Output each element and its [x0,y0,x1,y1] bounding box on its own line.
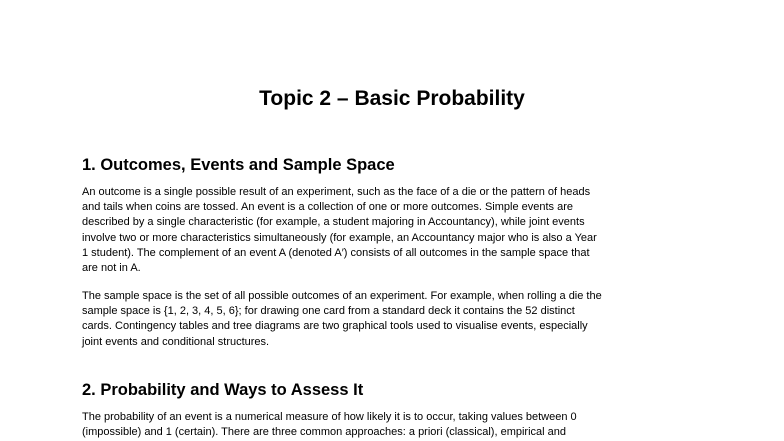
section-heading-outcomes: 1. Outcomes, Events and Sample Space [82,156,395,174]
paragraph-line: joint events and conditional structures. [82,335,270,348]
paragraph-line: cards. Contingency tables and tree diagrams are two graphical tools used to visualise events, especially [82,320,588,333]
paragraph-probability-definition [82,410,712,440]
paragraph-line: The sample space is the set of all possible outcomes of an experiment. For example, when rolling a die the [82,290,602,302]
paragraph-line: 1 student). The complement of an event A (denoted A′) consists of all outcomes in the sample space that [82,246,590,259]
page-title: Topic 2 – Basic Probability [259,87,525,110]
paragraph-sample-space [82,289,712,350]
paragraph-line: An outcome is a single possible result of an experiment, such as the face of a die or the pattern of heads [82,186,591,198]
section-heading-probability: 2. Probability and Ways to Assess It [82,381,364,399]
paragraph-line: and tails when coins are tossed. An event is a collection of one or more outcomes. Simple events are [82,201,573,214]
paragraph-outcomes-definition [82,185,712,276]
paragraph-line: are not in A. [82,262,141,275]
paragraph-line: The probability of an event is a numerical measure of how likely it is to occur, taking values between 0 [82,411,577,423]
paragraph-line: sample space is {1, 2, 3, 4, 5, 6}; for drawing one card from a standard deck it contains the 52 distinct [82,305,575,318]
paragraph-line: involve two or more characteristics simultaneously (for example, an Accountancy major who is also a Year [82,231,597,244]
paragraph-line: described by a single characteristic (for example, a student majoring in Accountancy), while joint events [82,216,585,229]
paragraph-line: (impossible) and 1 (certain). There are three common approaches: a priori (classical), empirical and [82,426,566,439]
